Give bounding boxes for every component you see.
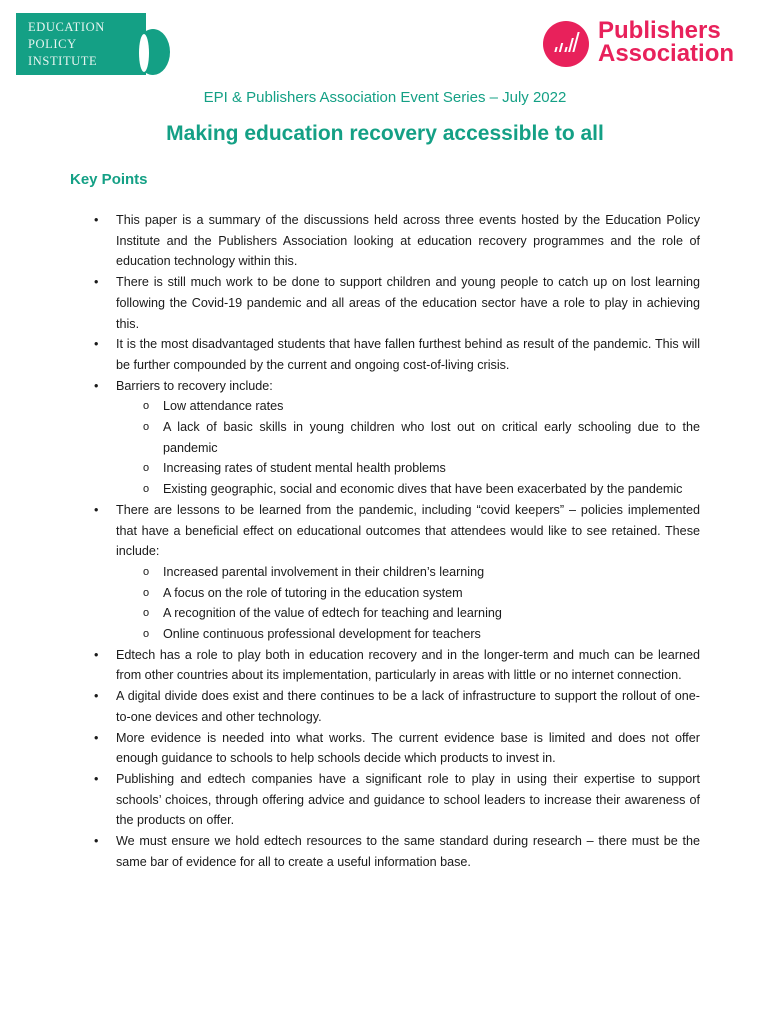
bullet-icon: • [94,689,99,704]
list-item-text: Edtech has a role to play both in education recovery and in the longer-term and much can be learned from other countries about its implementation, particularly in areas with little or no internet connection. [116,647,700,683]
list-item-text: A digital divide does exist and there continues to be a lack of infrastructure to support the rollout of one-to-one devices and other technology. [116,689,700,724]
sub-list-item [143,479,700,500]
sub-list-item-text: Increasing rates of student mental health problems [163,461,446,476]
sub-list-item [143,624,700,645]
pa-logo-line: Publishers [598,17,721,44]
bullet-icon: • [94,213,99,227]
list-item [94,645,700,686]
sub-list-item-text: Increased parental involvement in their children’s learning [163,564,485,579]
circle-bullet-icon: o [143,462,150,475]
section-heading: Key Points [70,171,148,188]
list-item-text: There is still much work to be done to support children and young people to catch up on lost learning following the Covid-19 pandemic and all areas of the education sector have a role to play in achieving this. [116,275,700,331]
bullet-icon: • [94,647,99,662]
list-item-text: There are lessons to be learned from the pandemic, including “covid keepers” – policies implemented that have a beneficial effect on educational outcomes that attendees would like to see retained. These include: [116,502,700,559]
list-item-text: It is the most disadvantaged students that have fallen furthest behind as result of the pandemic. This will be further compounded by the current and ongoing cost-of-living crisis. [116,337,700,372]
sub-list-item [143,396,700,417]
sub-list-item [143,562,700,583]
sub-list-item-text: Existing geographic, social and economic dives that have been exacerbated by the pandemic [163,482,683,497]
sub-list-item [143,583,700,604]
sub-list-item [143,603,700,624]
epi-logo-line: POLICY [28,37,77,51]
sub-list [143,562,700,645]
epi-logo [16,13,146,75]
page-title: Making education recovery accessible to all [166,122,604,145]
sub-list-item-text: A recognition of the value of edtech for teaching and learning [163,606,502,621]
list-item-text: More evidence is needed into what works. The current evidence base is limited and does not offer enough guidance to schools to help schools decide which products to invest in. [116,730,700,766]
bullet-icon: • [94,834,99,849]
list-item [94,769,700,831]
circle-bullet-icon: o [143,586,150,599]
pa-bars-icon [543,21,589,67]
list-item-text: This paper is a summary of the discussions held across three events hosted by the Education Policy Institute and the Publishers Association looking at education recovery programmes and the role of education technology within this. [116,213,700,269]
list-item [94,376,700,397]
sub-list-item [143,417,700,458]
circle-bullet-icon: o [143,400,150,413]
sub-list-item [143,458,700,479]
sub-list-item-text: A lack of basic skills in young children who lost out on critical early schooling due to the pandemic [163,420,700,455]
list-item [94,500,700,562]
epi-seal-icon [136,29,170,75]
sub-list-item-text: Online continuous professional development for teachers [163,627,481,642]
sub-list-item-text: Low attendance rates [163,399,284,414]
circle-bullet-icon: o [143,565,150,578]
circle-bullet-icon: o [143,421,150,434]
list-item [94,334,700,375]
list-item [94,831,700,872]
event-series-subtitle: EPI & Publishers Association Event Series – July 2022 [203,89,567,106]
list-item [94,272,700,334]
list-item-text: We must ensure we hold edtech resources to the same standard during research – there must be the same bar of evidence for all to create a useful information base. [116,834,700,869]
list-item [94,728,700,769]
pa-logo-line: Association [598,40,735,67]
epi-logo-line: EDUCATION [28,20,105,34]
list-item [94,210,700,272]
list-item-text: Publishing and edtech companies have a significant role to play in using their expertise to support schools’ choices, through offering advice and guidance to school leaders to increase their awareness of the products on offer. [116,771,700,828]
key-points-list [94,210,700,873]
epi-logo-line: INSTITUTE [28,54,98,68]
circle-bullet-icon: o [143,628,150,641]
list-item [94,686,700,727]
bullet-icon: • [94,275,99,290]
bullet-icon: • [94,337,99,352]
list-item-text: Barriers to recovery include: [116,378,273,393]
bullet-icon: • [94,378,99,393]
bullet-icon: • [94,502,99,517]
circle-bullet-icon: o [143,607,150,620]
bullet-icon: • [94,771,99,786]
bullet-icon: • [94,730,99,745]
circle-bullet-icon: o [143,483,150,496]
sub-list [143,396,700,500]
sub-list-item-text: A focus on the role of tutoring in the education system [163,585,463,600]
